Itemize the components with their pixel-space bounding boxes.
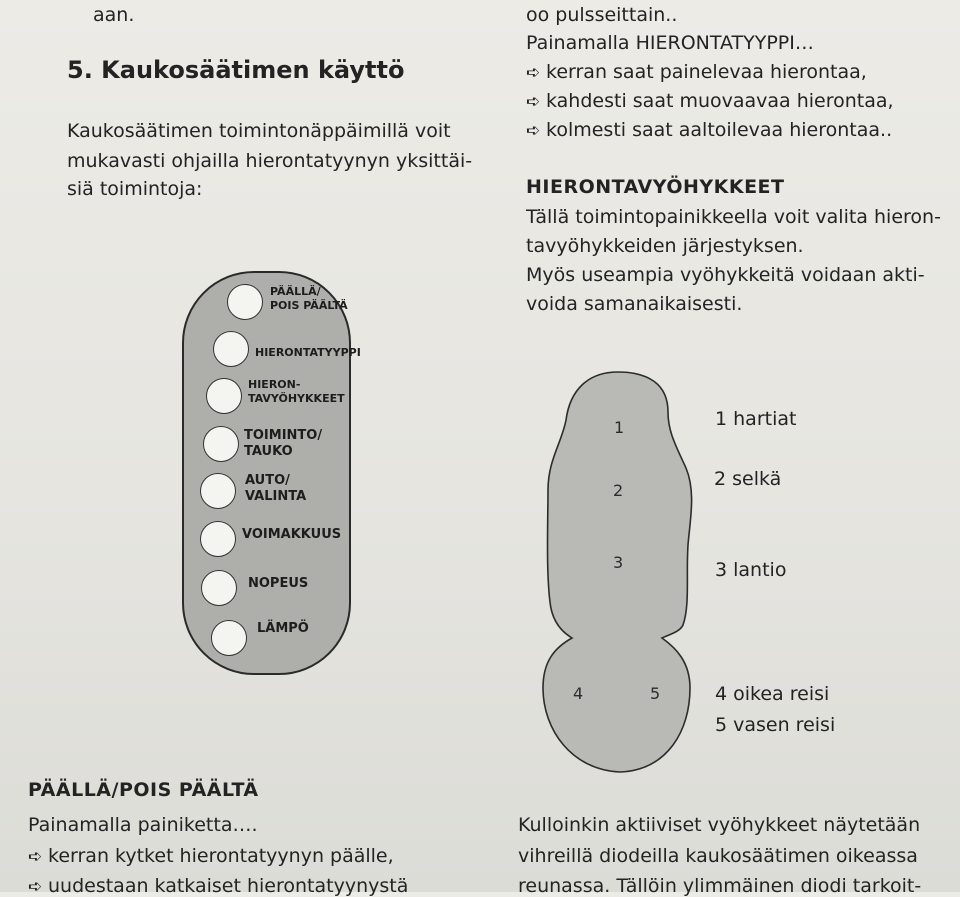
intro-line-1: Kaukosäätimen toimintonäppäimillä voit [67,120,451,142]
massage-item-3: ➪ kolmesti saat aaltoilevaa hierontaa.. [526,119,893,141]
zones-line-4: voida samanaikaisesti. [526,293,743,315]
text-fragment-pulsseittain: oo pulsseittain.. [526,4,678,26]
arrow-right-icon: ➪ [526,63,541,83]
power-item-1: ➪ kerran kytket hierontatyynyn päälle, [28,845,394,867]
remote-button-heat [211,620,247,656]
remote-label-intensity: VOIMAKKUUS [242,527,342,542]
zone-legend-5: 5 vasen reisi [715,714,836,736]
zones-heading: HIERONTAVYÖHYKKEET [526,176,785,198]
massage-item-1: ➪ kerran saat painelevaa hierontaa, [526,61,867,83]
text-fragment-aan: aan. [93,4,135,26]
remote-button-zones [206,378,242,414]
power-intro: Painamalla painiketta…. [28,814,258,836]
bottom-line-2: vihreillä diodeilla kaukosäätimen oikeassa [518,845,918,867]
zone-number-3: 3 [613,553,624,572]
remote-label-speed: NOPEUS [248,576,309,591]
bottom-line-1: Kulloinkin aktiiviset vyöhykkeet näytetään [518,814,921,836]
zone-legend-2: 2 selkä [714,468,782,490]
massage-type-intro: Painamalla HIERONTATYYPPI… [526,32,814,54]
remote-control-illustration [182,271,361,675]
zone-number-1: 1 [614,418,625,437]
intro-line-2: mukavasti ohjailla hierontatyynyn yksittäi- [67,150,473,172]
arrow-right-icon: ➪ [526,92,541,112]
arrow-right-icon: ➪ [526,121,541,141]
remote-label-massage-type: HIERONTATYYPPI [255,346,361,359]
zone-number-4: 4 [573,684,584,703]
massage-item-2: ➪ kahdesti saat muovaavaa hierontaa, [526,90,894,112]
zone-legend-3: 3 lantio [715,559,787,581]
section-title: 5. Kaukosäätimen käyttö [67,56,405,84]
arrow-right-icon: ➪ [28,877,43,897]
power-item-2: ➪ uudestaan katkaiset hierontatyynystä [28,875,409,897]
power-heading: PÄÄLLÄ/POIS PÄÄLTÄ [28,779,259,801]
remote-label-heat: LÄMPÖ [257,621,309,636]
zone-legend-1: 1 hartiat [715,408,797,430]
zones-line-3: Myös useampia vyöhykkeitä voidaan akti- [526,264,925,286]
zones-line-2: tavyöhykkeiden järjestyksen. [526,235,804,257]
zone-legend-4: 4 oikea reisi [715,683,830,705]
remote-button-massage-type [213,331,249,367]
arrow-right-icon: ➪ [28,847,43,867]
remote-button-intensity [200,521,236,557]
intro-line-3: siä toimintoja: [67,178,203,200]
remote-label-zones: HIERON- TAVYÖHYKKEET [248,378,345,405]
remote-button-auto [200,473,236,509]
remote-button-power [227,284,263,320]
remote-button-speed [201,570,237,606]
remote-label-pause: TOIMINTO/ TAUKO [244,428,323,459]
zone-number-5: 5 [650,684,661,703]
zones-line-1: Tällä toimintopainikkeella voit valita hieron- [526,206,941,228]
remote-label-power: PÄÄLLÄ/ POIS PÄÄLTÄ [270,285,348,312]
remote-button-pause [203,426,239,462]
bottom-line-3: reunassa. Tällöin ylimmäinen diodi tarkoit- [518,875,922,897]
zone-number-2: 2 [613,481,624,500]
remote-label-auto: AUTO/ VALINTA [245,473,307,504]
